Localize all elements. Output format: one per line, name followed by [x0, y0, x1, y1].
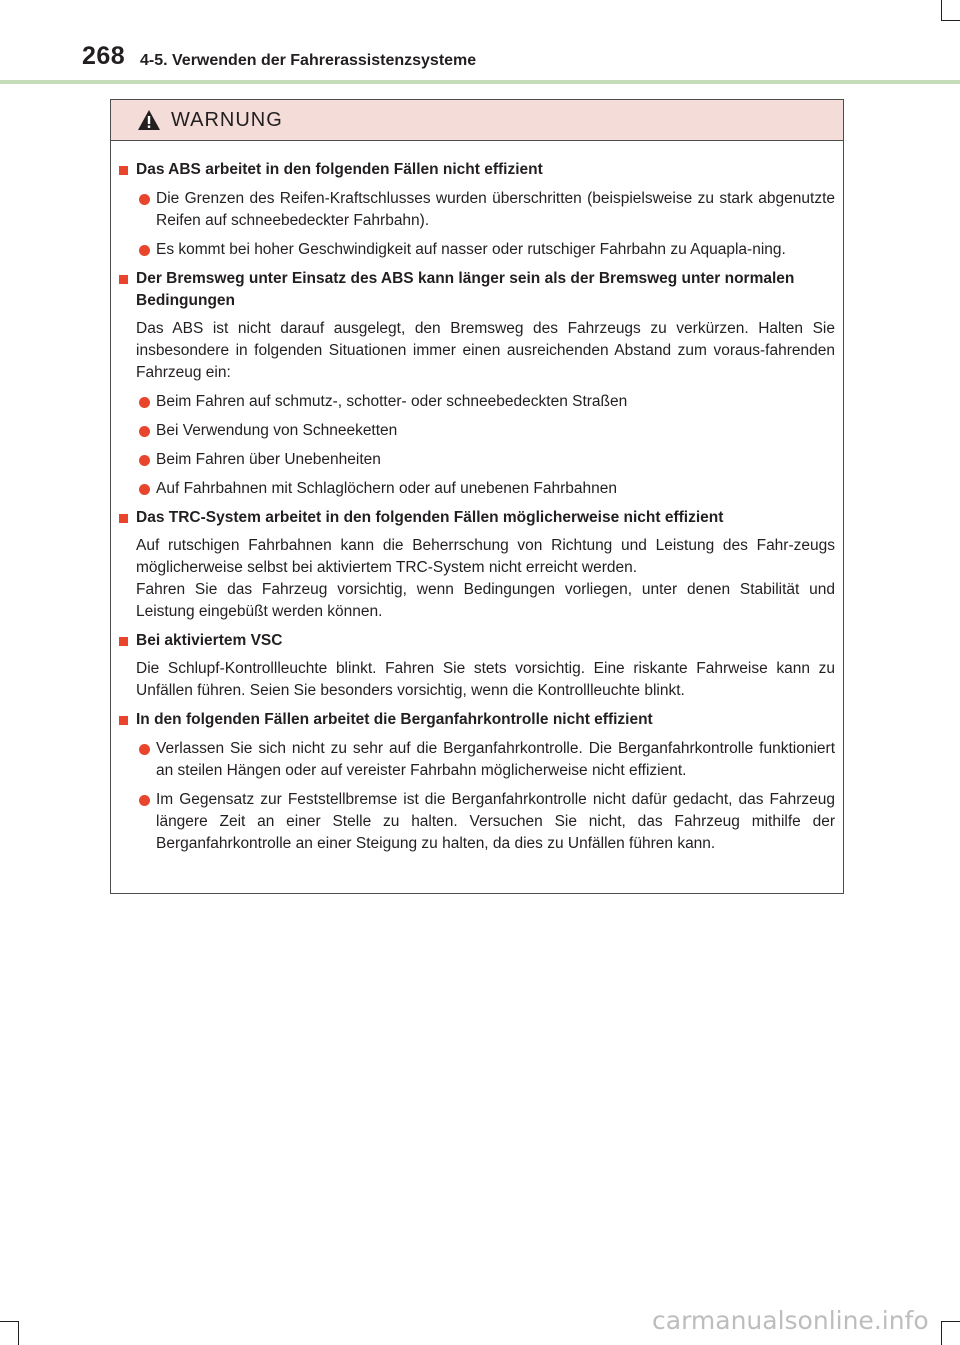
square-bullet-icon	[119, 637, 128, 646]
list-item	[118, 391, 835, 413]
crop-mark	[941, 1321, 942, 1345]
bullet-text: Beim Fahren auf schmutz-, schotter- oder schneebedeckten Straßen	[156, 393, 628, 410]
page-number: 268	[82, 42, 126, 70]
round-bullet-icon	[139, 455, 150, 466]
paragraph: Auf rutschigen Fahrbahnen kann die Beherrschung von Richtung und Leistung des Fahr-zeugs möglicherweise selbst bei aktiviertem TRC-System nicht erreicht werden.	[136, 537, 835, 576]
square-bullet-icon	[119, 716, 128, 725]
list-item	[118, 239, 835, 261]
bullet-text: Im Gegensatz zur Feststellbremse ist die Berganfahrkontrolle nicht dafür gedacht, das Fahrzeug längere Zeit an einer Stelle zu halten. Versuchen Sie nicht, das Fahrzeug mithilfe der Berganfahrkontrolle an einer Steigung zu halten, da dies zu Unfällen führen kann.	[156, 791, 835, 852]
crop-mark	[941, 0, 942, 20]
heading-text: Bei aktiviertem VSC	[136, 632, 283, 649]
paragraph: Die Schlupf-Kontrollleuchte blinkt. Fahren Sie stets vorsichtig. Eine riskante Fahrweise kann zu Unfällen führen. Seien Sie besonders vorsichtig, wenn die Kontrollleuchte blinkt.	[136, 660, 835, 699]
bullet-text: Es kommt bei hoher Geschwindigkeit auf nasser oder rutschiger Fahrbahn zu Aquapla-ning.	[156, 241, 786, 258]
bullet-text: Verlassen Sie sich nicht zu sehr auf die Berganfahrkontrolle. Die Berganfahrkontrolle funktioniert an steilen Hängen oder auf vereister Fahrbahn möglicherweise nicht effizient.	[156, 740, 835, 779]
square-bullet-icon	[119, 275, 128, 284]
square-bullet-icon	[119, 514, 128, 523]
list-item	[118, 478, 835, 500]
heading-text: Das ABS arbeitet in den folgenden Fällen nicht effizient	[136, 161, 543, 178]
warning-title: WARNUNG	[171, 108, 283, 131]
round-bullet-icon	[139, 397, 150, 408]
warning-box	[110, 99, 844, 894]
section-heading	[118, 268, 835, 312]
section-heading	[118, 709, 835, 731]
round-bullet-icon	[139, 795, 150, 806]
square-bullet-icon	[119, 166, 128, 175]
header-rule	[0, 80, 960, 84]
paragraph: Fahren Sie das Fahrzeug vorsichtig, wenn Bedingungen vorliegen, unter denen Stabilität und Leistung eingebüßt werden können.	[136, 581, 835, 620]
bullet-text: Bei Verwendung von Schneeketten	[156, 422, 398, 439]
warning-triangle-icon	[137, 109, 161, 131]
list-item	[118, 420, 835, 442]
heading-text: In den folgenden Fällen arbeitet die Berganfahrkontrolle nicht effizient	[136, 711, 653, 728]
page-header	[0, 0, 960, 90]
crop-mark	[0, 1321, 18, 1322]
section-title: 4-5. Verwenden der Fahrerassistenzsysteme	[140, 52, 477, 69]
section-heading	[118, 630, 835, 652]
round-bullet-icon	[139, 744, 150, 755]
heading-text: Der Bremsweg unter Einsatz des ABS kann länger sein als der Bremsweg unter normalen Bedingungen	[136, 270, 795, 309]
round-bullet-icon	[139, 426, 150, 437]
bullet-text: Die Grenzen des Reifen-Kraftschlusses wurden überschritten (beispielsweise zu stark abgenutzte Reifen auf schneebedeckter Fahrbahn).	[156, 190, 835, 229]
section-heading	[118, 159, 835, 181]
bullet-text: Auf Fahrbahnen mit Schlaglöchern oder auf unebenen Fahrbahnen	[156, 480, 618, 497]
crop-mark	[18, 1321, 19, 1345]
round-bullet-icon	[139, 484, 150, 495]
bullet-text: Beim Fahren über Unebenheiten	[156, 451, 381, 468]
warning-body	[111, 141, 843, 855]
warning-header	[111, 100, 843, 141]
section-heading	[118, 507, 835, 529]
watermark: carmanualsonline.info	[652, 1306, 929, 1335]
list-item	[118, 449, 835, 471]
paragraph: Das ABS ist nicht darauf ausgelegt, den Bremsweg des Fahrzeugs zu verkürzen. Halten Sie insbesondere in folgenden Situationen immer einen ausreichenden Abstand zum voraus-fahrenden Fahrzeug ein:	[136, 320, 835, 381]
heading-text: Das TRC-System arbeitet in den folgenden Fällen möglicherweise nicht effizient	[136, 509, 724, 526]
crop-mark	[941, 1321, 960, 1322]
round-bullet-icon	[139, 194, 150, 205]
list-item	[118, 188, 835, 232]
round-bullet-icon	[139, 245, 150, 256]
list-item	[118, 789, 835, 855]
crop-mark	[941, 20, 960, 21]
list-item	[118, 738, 835, 782]
